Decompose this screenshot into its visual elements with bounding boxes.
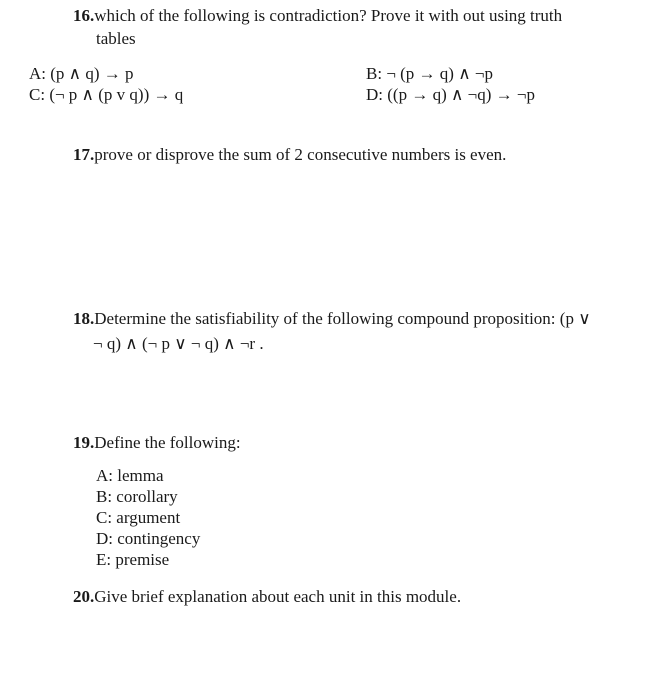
question-16-text-continued: tables xyxy=(96,29,136,48)
question-16 xyxy=(73,5,562,26)
question-18-text: Determine the satisfiability of the following compound proposition: (p ∨ xyxy=(94,309,591,328)
question-17-text: prove or disprove the sum of 2 consecutive numbers is even. xyxy=(94,145,507,164)
question-20-number: 20. xyxy=(73,587,95,606)
question-16-option-d xyxy=(366,84,535,105)
option-c-label: C: xyxy=(29,85,46,104)
question-19-item-a: A: lemma xyxy=(96,466,164,485)
question-19-text: Define the following: xyxy=(94,433,241,452)
question-19-item-d: D: contingency xyxy=(96,529,201,548)
question-16-option-c xyxy=(29,84,183,105)
option-c-expression: (¬ p ∧ (p v q)) → q xyxy=(49,85,184,104)
question-18-number: 18. xyxy=(73,309,95,328)
question-19-item-c: C: argument xyxy=(96,508,181,527)
option-a-label: A: xyxy=(29,64,46,83)
question-18-text-continued: ¬ q) ∧ (¬ p ∨ ¬ q) ∧ ¬r . xyxy=(93,334,264,353)
question-19 xyxy=(73,432,241,453)
question-16-text: which of the following is contradiction? Prove it with out using truth xyxy=(94,6,563,25)
question-19-number: 19. xyxy=(73,433,95,452)
question-17 xyxy=(73,144,506,165)
question-20-text: Give brief explanation about each unit in this module. xyxy=(94,587,462,606)
option-b-label: B: xyxy=(366,64,383,83)
question-17-number: 17. xyxy=(73,145,95,164)
question-19-item-b: B: corollary xyxy=(96,487,178,506)
question-18 xyxy=(73,308,591,329)
option-b-expression: ¬ (p → q) ∧ ¬p xyxy=(386,64,494,83)
question-20 xyxy=(73,586,461,607)
question-16-option-a xyxy=(29,63,134,84)
question-16-number: 16. xyxy=(73,6,95,25)
option-d-expression: ((p → q) ∧ ¬q) → ¬p xyxy=(387,85,536,104)
question-16-option-b xyxy=(366,63,493,84)
option-d-label: D: xyxy=(366,85,383,104)
question-19-item-e: E: premise xyxy=(96,550,170,569)
option-a-expression: (p ∧ q) → p xyxy=(50,64,134,83)
